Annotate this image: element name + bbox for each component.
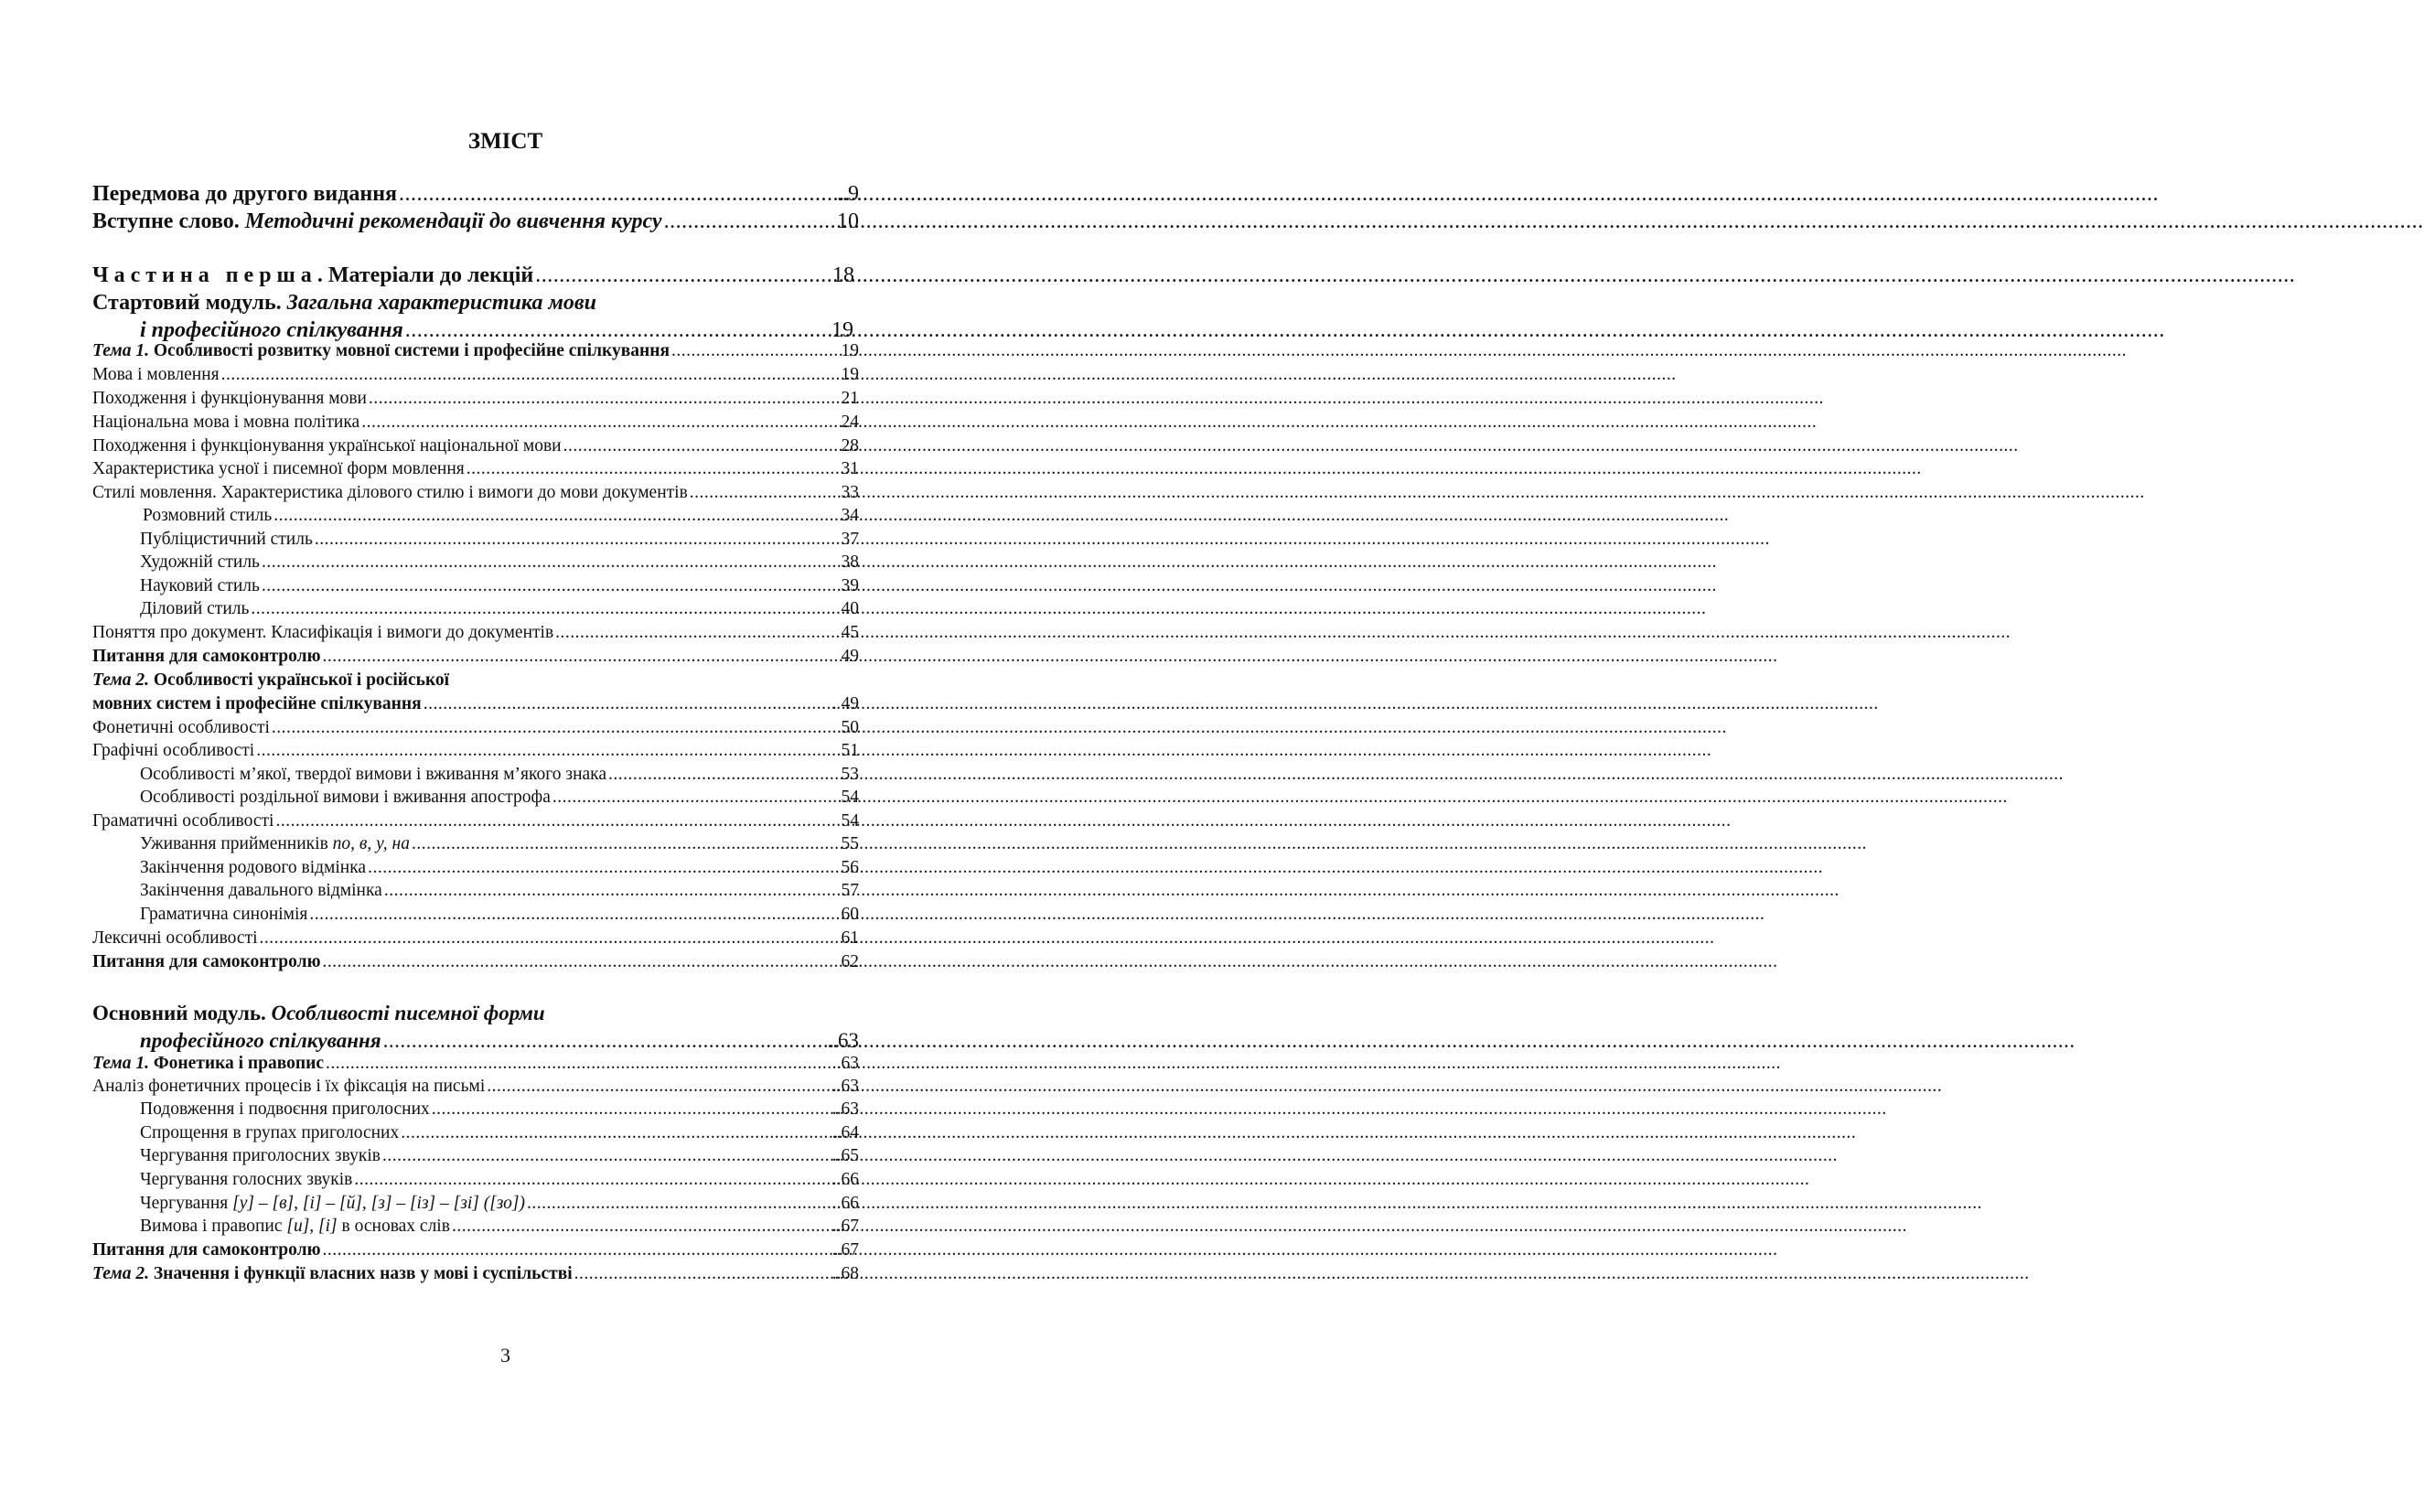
toc-entry-title [92,928,258,949]
toc-entry-text: Питання для самоконтролю [92,647,321,666]
toc-entry-text: Походження і функціонування мови [92,389,367,408]
toc-entry-title [92,1077,485,1097]
toc-entry-text: Уживання прийменників [140,834,333,853]
toc-entry-page: ..63 [831,1054,859,1073]
toc-entry-title [92,952,320,972]
dot-leader [322,647,839,667]
toc-entry-text: Розмовний стиль [143,506,273,525]
toc-entry-title [92,647,320,667]
toc-entry-title [92,623,553,643]
toc-entry-page: 34 [841,506,859,525]
toc-entry-title [92,459,465,479]
toc-entry-text: Стилі мовлення. Характеристика ділового стилю і вимоги до мови документів [92,483,688,502]
toc-entry-title [92,1240,320,1260]
toc-entry-text: Науковий стиль [140,576,260,595]
toc-entry [140,831,859,854]
toc-entry [143,503,859,526]
toc-entry-title [140,834,410,854]
toc-entry-title [92,389,367,409]
dot-leader [552,788,840,808]
dot-leader [354,1170,830,1190]
toc-entry-text: Фонетичні особливості [92,718,270,737]
dot-leader [315,530,840,550]
toc-entry-title [92,1054,324,1074]
toc-entry-text: Стартовий модуль. [92,291,287,315]
toc-entry-page: ..68 [831,1264,859,1283]
toc-entry [92,926,859,949]
toc-entry-page: 45 [841,623,859,642]
dot-leader [369,389,840,409]
toc-entry-page: ..67 [831,1217,859,1236]
page-number: 3 [500,1344,510,1367]
toc-entry-title [92,263,533,288]
toc-entry-text: Вимова і правопис [140,1217,287,1236]
toc-entry-title [92,413,359,433]
toc-entry-page: 33 [841,483,859,502]
toc-entry-text: Діловий стиль [140,599,250,618]
toc-entry-text: Графічні особливості [92,741,255,760]
toc-entry-text: Поняття про документ. Класифікація і вимоги до документів [92,623,554,642]
toc-entry-title [92,670,449,691]
toc-entry-page: 38 [841,552,859,572]
toc-entry-page: 57 [841,881,859,900]
toc-entry-page: 54 [841,788,859,807]
dot-leader [671,341,839,361]
toc-entry-title [140,1123,399,1143]
toc-entry-title [140,599,249,619]
toc-entry-text: Особливості роздільної вимови і вживання апострофа [140,788,551,807]
toc-entry-page: 62 [841,952,859,971]
toc-entry-title [92,341,670,361]
toc-entry-page: 39 [841,576,859,595]
toc-entry-text: Особливості розвитку мовної системи і професійне спілкування [149,341,670,360]
dot-leader [368,858,839,878]
toc-entry-text: Особливості української і російської [149,670,450,690]
dot-leader [384,881,840,901]
toc-entry-title [140,905,307,925]
toc-entry-title [92,365,220,385]
toc-entry [92,205,859,234]
toc-entry-text: Тема 2. [92,1264,149,1283]
toc-entry [92,480,859,503]
toc-entry-text: Лексичні особливості [92,928,258,948]
toc-entry-page: 19 [831,318,853,342]
toc-entry-page: 21 [841,389,859,408]
toc-entry [92,434,859,456]
toc-entry [92,1238,859,1260]
toc-entry-text: Закінчення родового відмінка [140,858,367,877]
toc-entry [140,1121,859,1143]
toc-entry-title [92,1264,573,1284]
toc-entry [92,410,859,433]
toc-entry-title [92,182,397,207]
toc-entry-text: Характеристика усної і писемної форм мовлення [92,459,465,478]
toc-entry-title [140,1099,430,1120]
toc-entry [140,785,859,808]
toc-entry [140,527,859,550]
toc-entry [92,386,859,409]
dot-leader [527,1194,831,1214]
dot-leader [326,1054,831,1074]
toc-entry-title [140,788,551,808]
toc-entry [140,1214,859,1237]
dot-leader [251,599,839,619]
toc-entry-title [140,765,606,785]
toc-entry-title [140,1217,450,1237]
toc-entry-text: Чергування [140,1194,233,1213]
toc-entry [92,1261,859,1284]
toc-entry-text: в основах слів [337,1217,450,1236]
toc-entry-title [140,576,260,596]
dot-leader [555,623,839,643]
toc-entry-page: 51 [841,741,859,760]
toc-entry-text: Значення і функції власних назв у мові і суспільстві [149,1264,573,1283]
toc-entry-page: ..63 [831,1077,859,1096]
toc-entry-text: [и], [і] [286,1217,338,1236]
dot-leader [574,1264,831,1284]
toc-entry-title [92,718,270,738]
toc-entry [140,902,859,925]
toc-entry-page: 61 [841,928,859,948]
toc-entry-page: ..67 [831,1240,859,1260]
toc-entry [92,692,859,714]
toc-entry-page: ..9 [837,182,859,206]
toc-entry-page: 19 [841,341,859,360]
toc-entry-title [92,436,562,456]
dot-leader [412,834,840,854]
toc-entry-page: 53 [841,765,859,784]
toc-entry [92,715,859,738]
toc-entry-text: Питання для самоконтролю [92,952,321,971]
toc-entry-page: 37 [841,530,859,549]
toc-entry-text: Подовження і подвоєння приголосних [140,1099,430,1119]
toc-entry [140,1097,859,1120]
toc-entry-text: Вступне слово. [92,209,245,233]
toc-entry [92,259,854,288]
toc-entry-page: ..63 [831,1099,859,1119]
toc-entry-text: Національна мова і мовна політика [92,413,360,432]
dot-leader [399,182,835,207]
toc-entry-page: 28 [841,436,859,456]
toc-entry-title [140,552,260,573]
dot-leader [608,765,839,785]
toc-entry-title [92,741,254,761]
dot-leader [664,209,835,234]
toc-entry-text: Закінчення давального відмінка [140,881,382,900]
dot-leader [432,1099,831,1120]
toc-entry-text: Чергування приголосних звуків [140,1146,381,1165]
toc-entry-title [140,1029,381,1053]
dot-leader [262,576,840,596]
dot-leader [690,483,840,503]
toc-entry [92,456,859,479]
toc-entry-text: [у] – [в], [і] – [й], [з] – [із] – [зі] ([зо]) [232,1194,525,1213]
toc-entry [140,574,859,596]
toc-entry-title [92,694,422,714]
toc-entry-text: Тема 1. [92,341,149,360]
toc-entry-title [140,1194,525,1214]
toc-entry-text: Граматична синонімія [140,905,308,924]
toc-entry-page: 50 [841,718,859,737]
toc-entry-page: ..63 [827,1029,859,1052]
toc-entry [92,338,859,361]
toc-entry-text: Походження і функціонування української національної мови [92,436,562,456]
toc-entry-page: ..65 [831,1146,859,1165]
toc-entry [92,738,859,761]
toc-entry-text: Чергування голосних звуків [140,1170,353,1189]
toc-entry-page: . 49 [831,694,859,713]
toc-entry-text: Основний модуль. [92,1002,272,1024]
toc-entry [92,998,859,1025]
toc-entry-page: 60 [841,905,859,924]
dot-leader [535,263,831,288]
toc-entry-page: 56 [841,858,859,877]
dot-leader [262,552,840,573]
toc-entry [92,949,859,972]
toc-entry-page: ..64 [831,1123,859,1142]
toc-entry-title [140,530,313,550]
page-title: ЗМІСТ [467,129,543,154]
toc-entry [92,362,859,385]
toc-entry-text: Тема 2. [92,670,149,690]
toc-entry-text: Аналіз фонетичних процесів і їх фіксація на письмі [92,1077,486,1096]
toc-entry-text: Питання для самоконтролю [92,1240,321,1260]
toc-entry [140,1191,859,1214]
toc-entry-text: Спрощення в групах приголосних [140,1123,400,1142]
toc-entry [92,1074,859,1097]
toc-entry [140,762,859,785]
toc-entry-page: ..66 [831,1170,859,1189]
toc-entry-page: ..66 [831,1194,859,1213]
toc-entry-text: Художній стиль [140,552,260,572]
toc-entry [140,1025,859,1053]
toc-entry-title [140,1170,352,1190]
toc-entry [140,1167,859,1190]
toc-entry-text: Фонетика і правопис [149,1054,325,1073]
toc-entry-text: Частина перша [92,263,317,287]
toc-entry-title [140,881,382,901]
toc-entry-title [143,506,272,526]
toc-entry-text: професійного спілкування [140,1029,381,1052]
dot-leader [563,436,840,456]
toc-entry [140,1143,859,1166]
toc-entry-title [92,291,596,316]
dot-leader [401,1123,831,1143]
toc-entry [92,286,854,316]
toc-entry-title [92,1002,545,1025]
dot-leader [309,905,839,925]
toc-entry-page: 18 [832,263,854,287]
dot-leader [467,459,840,479]
toc-entry-text: Мова і мовлення [92,365,220,384]
toc-entry-text: по, в, у, на [332,834,410,853]
toc-entry-page: 19 [841,365,859,384]
dot-leader [322,952,839,972]
dot-leader [452,1217,831,1237]
toc-entry-page: 55 [841,834,859,853]
dot-leader [275,811,839,831]
toc-entry-text: Особливості м’якої, твердої вимови і вживання м’якого знака [140,765,607,784]
toc-entry-page: 49 [841,647,859,666]
toc-entry-text: Передмова до другого видання [92,182,398,206]
dot-leader [274,506,839,526]
dot-leader [221,365,840,385]
toc-entry-title [92,483,688,503]
toc-entry-text: і професійного спілкування [140,318,403,342]
toc-entry [92,644,859,667]
toc-entry-text: Загальна характеристика мови [286,291,596,315]
toc-entry-page: 10 [837,209,859,233]
toc-entry [92,1051,859,1074]
dot-leader [322,1240,830,1260]
toc-entry [140,596,859,619]
toc-entry [92,668,859,691]
toc-entry-page: 54 [841,811,859,831]
toc-entry-text: мовних систем і професійне спілкування [92,694,422,713]
dot-leader [487,1077,831,1097]
toc-entry-text: Тема 1. [92,1054,149,1073]
toc-entry-text: Граматичні особливості [92,811,274,831]
dot-leader [260,928,840,949]
toc-entry-page: 40 [841,599,859,618]
toc-entry [140,550,859,573]
toc-entry-title [140,1146,381,1166]
toc-entry [92,177,859,207]
dot-leader [272,718,840,738]
toc-entry-text: Публіцистичний стиль [140,530,313,549]
toc-entry [92,809,859,831]
dot-leader [361,413,839,433]
toc-entry-title [92,811,274,831]
toc-entry-title [92,209,662,234]
toc-entry-title [140,858,366,878]
dot-leader [382,1146,831,1166]
toc-entry-text: Особливості писемної форми [271,1002,545,1024]
toc-entry-text: . Матеріали до лекцій [316,263,534,287]
toc-entry [92,620,859,643]
dot-leader [383,1029,826,1053]
toc-entry [140,855,859,878]
dot-leader [256,741,839,761]
toc-entry [140,878,859,901]
toc-entry-page: 24 [841,413,859,432]
dot-leader [424,694,831,714]
toc-entry-text: Методичні рекомендації до вивчення курсу [244,209,662,233]
toc-entry-page: 31 [841,459,859,478]
